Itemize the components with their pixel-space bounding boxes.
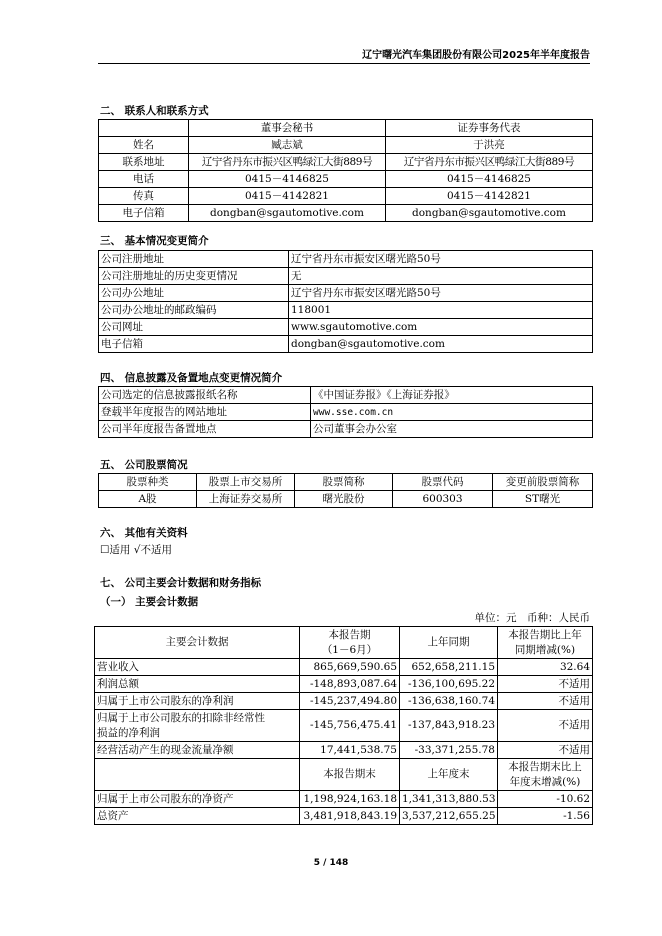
table-row bbox=[99, 474, 593, 491]
fin-row-prior: 3,537,212,655.25 bbox=[400, 808, 498, 825]
fin-header-prior: 上年同期 bbox=[400, 627, 498, 659]
table-row bbox=[95, 659, 593, 676]
fin-row-change: 不适用 bbox=[498, 693, 593, 710]
stock-header-type: 股票种类 bbox=[99, 474, 197, 491]
table-row bbox=[95, 791, 593, 808]
table-row bbox=[99, 302, 593, 319]
contacts-label: 电子信箱 bbox=[99, 205, 189, 222]
basic-label: 公司注册地址 bbox=[99, 251, 289, 268]
fin-row-label: 营业收入 bbox=[95, 659, 300, 676]
contacts-secretary-email: dongban@sgautomotive.com bbox=[189, 205, 386, 222]
table-row bbox=[95, 693, 593, 710]
fin-header-change bbox=[498, 627, 593, 659]
fin-header-change-line1: 本报告期比上年 bbox=[508, 628, 582, 641]
table-row bbox=[99, 120, 593, 137]
fin-row-label: 归属于上市公司股东的净资产 bbox=[95, 791, 300, 808]
basic-label: 公司办公地址的邮政编码 bbox=[99, 302, 289, 319]
table-row bbox=[99, 404, 593, 421]
contacts-secretary-value: 臧志斌 bbox=[189, 137, 386, 154]
fin-row-label-line1: 归属于上市公司股东的扣除非经常性 bbox=[97, 711, 265, 724]
stock-previous-name: ST曙光 bbox=[493, 491, 593, 508]
contacts-col-secretary: 董事会秘书 bbox=[189, 120, 386, 137]
stock-header-short-name: 股票简称 bbox=[295, 474, 393, 491]
financial-subheading: （一） 主要会计数据 bbox=[100, 596, 199, 608]
basic-value: 辽宁省丹东市振安区曙光路50号 bbox=[289, 251, 593, 268]
contacts-secretary-value: 0415－4142821 bbox=[189, 188, 386, 205]
table-row bbox=[99, 387, 593, 404]
stock-heading: 五、 公司股票简况 bbox=[100, 459, 188, 471]
fin-row-prior: -137,843,918.23 bbox=[400, 710, 498, 742]
contacts-rep-value: 0415－4142821 bbox=[386, 188, 593, 205]
fin-row-current: 1,198,924,163.18 bbox=[300, 791, 400, 808]
fin-row-prior: -136,100,695.22 bbox=[400, 676, 498, 693]
other-heading: 六、 其他有关资料 bbox=[100, 527, 188, 539]
fin-header-item: 主要会计数据 bbox=[95, 627, 300, 659]
contacts-secretary-value: 辽宁省丹东市振兴区鸭绿江大街889号 bbox=[189, 154, 386, 171]
fin-header-current-line2: （1－6月） bbox=[321, 643, 378, 656]
financial-table bbox=[94, 626, 593, 825]
contacts-col-rep: 证券事务代表 bbox=[386, 120, 593, 137]
contacts-table bbox=[98, 119, 593, 222]
financial-heading: 七、 公司主要会计数据和财务指标 bbox=[100, 577, 262, 589]
fin-row-current: -145,237,494.80 bbox=[300, 693, 400, 710]
contacts-rep-value: 于洪亮 bbox=[386, 137, 593, 154]
table-row bbox=[99, 251, 593, 268]
table-row bbox=[95, 742, 593, 759]
table-row bbox=[99, 319, 593, 336]
fin-header2-change-line2: 年度末增减(%) bbox=[509, 775, 581, 788]
contacts-label: 传真 bbox=[99, 188, 189, 205]
fin-row-label bbox=[95, 710, 300, 742]
fin-header-current-line1: 本报告期 bbox=[328, 628, 371, 641]
stock-exchange: 上海证券交易所 bbox=[197, 491, 295, 508]
table-row bbox=[95, 808, 593, 825]
basic-value: 无 bbox=[289, 268, 593, 285]
table-row bbox=[99, 205, 593, 222]
report-header-title: 辽宁曙光汽车集团股份有限公司2025年半年度报告 bbox=[362, 50, 590, 61]
fin-header-current bbox=[300, 627, 400, 659]
fin-row-change: 不适用 bbox=[498, 742, 593, 759]
fin-header2-blank bbox=[95, 759, 300, 791]
other-applicability: ☐适用 √不适用 bbox=[100, 544, 172, 556]
basic-heading: 三、 基本情况变更简介 bbox=[100, 235, 209, 247]
contacts-label: 姓名 bbox=[99, 137, 189, 154]
fin-row-label: 总资产 bbox=[95, 808, 300, 825]
fin-header2-current: 本报告期末 bbox=[300, 759, 400, 791]
table-row bbox=[99, 137, 593, 154]
disclosure-table bbox=[98, 386, 593, 438]
table-row bbox=[99, 336, 593, 353]
table-row bbox=[99, 491, 593, 508]
table-row bbox=[95, 759, 593, 791]
disclosure-value: 公司董事会办公室 bbox=[311, 421, 593, 438]
stock-header-code: 股票代码 bbox=[393, 474, 493, 491]
fin-row-change: 不适用 bbox=[498, 676, 593, 693]
table-row bbox=[99, 171, 593, 188]
stock-header-exchange: 股票上市交易所 bbox=[197, 474, 295, 491]
table-row bbox=[95, 676, 593, 693]
table-row bbox=[99, 188, 593, 205]
contacts-heading: 二、 联系人和联系方式 bbox=[100, 105, 209, 117]
contacts-secretary-value: 0415－4146825 bbox=[189, 171, 386, 188]
fin-row-label: 利润总额 bbox=[95, 676, 300, 693]
basic-label: 公司注册地址的历史变更情况 bbox=[99, 268, 289, 285]
basic-label: 公司网址 bbox=[99, 319, 289, 336]
stock-type: A股 bbox=[99, 491, 197, 508]
table-row bbox=[99, 285, 593, 302]
basic-email: dongban@sgautomotive.com bbox=[289, 336, 593, 353]
basic-value: 118001 bbox=[289, 302, 593, 319]
basic-website: www.sgautomotive.com bbox=[289, 319, 593, 336]
disclosure-label: 公司半年度报告备置地点 bbox=[99, 421, 311, 438]
basic-table bbox=[98, 250, 593, 353]
fin-row-label: 经营活动产生的现金流量净额 bbox=[95, 742, 300, 759]
fin-row-prior: -136,638,160.74 bbox=[400, 693, 498, 710]
fin-header2-change bbox=[498, 759, 593, 791]
fin-row-change: 32.64 bbox=[498, 659, 593, 676]
disclosure-label: 公司选定的信息披露报纸名称 bbox=[99, 387, 311, 404]
fin-row-prior: -33,371,255.78 bbox=[400, 742, 498, 759]
fin-header2-change-line1: 本报告期末比上 bbox=[508, 760, 582, 773]
page-number: 5 / 148 bbox=[313, 858, 349, 868]
currency-unit: 单位：元 币种：人民币 bbox=[474, 612, 590, 624]
contacts-rep-value: 辽宁省丹东市振兴区鸭绿江大街889号 bbox=[386, 154, 593, 171]
basic-value: 辽宁省丹东市振安区曙光路50号 bbox=[289, 285, 593, 302]
fin-row-change: -10.62 bbox=[498, 791, 593, 808]
fin-row-label-line2: 损益的净利润 bbox=[97, 726, 160, 739]
table-row bbox=[99, 154, 593, 171]
contacts-rep-email: dongban@sgautomotive.com bbox=[386, 205, 593, 222]
table-row bbox=[95, 710, 593, 742]
basic-label: 电子信箱 bbox=[99, 336, 289, 353]
fin-header-change-line2: 同期增减(%) bbox=[514, 643, 576, 656]
fin-row-current: 3,481,918,843.19 bbox=[300, 808, 400, 825]
fin-row-change: 不适用 bbox=[498, 710, 593, 742]
stock-short-name: 曙光股份 bbox=[295, 491, 393, 508]
table-row bbox=[99, 421, 593, 438]
fin-row-current: -145,756,475.41 bbox=[300, 710, 400, 742]
contacts-label: 联系地址 bbox=[99, 154, 189, 171]
fin-row-current: -148,893,087.64 bbox=[300, 676, 400, 693]
fin-row-prior: 1,341,313,880.53 bbox=[400, 791, 498, 808]
fin-row-label: 归属于上市公司股东的净利润 bbox=[95, 693, 300, 710]
table-row bbox=[95, 627, 593, 659]
contacts-rep-value: 0415－4146825 bbox=[386, 171, 593, 188]
stock-code: 600303 bbox=[393, 491, 493, 508]
fin-row-current: 865,669,590.65 bbox=[300, 659, 400, 676]
disclosure-website: www.sse.com.cn bbox=[311, 404, 593, 421]
basic-label: 公司办公地址 bbox=[99, 285, 289, 302]
fin-header2-prior: 上年度末 bbox=[400, 759, 498, 791]
stock-header-previous-name: 变更前股票简称 bbox=[493, 474, 593, 491]
fin-row-current: 17,441,538.75 bbox=[300, 742, 400, 759]
disclosure-value: 《中国证券报》《上海证券报》 bbox=[311, 387, 593, 404]
contacts-header-blank bbox=[99, 120, 189, 137]
header-rule bbox=[98, 63, 590, 64]
contacts-label: 电话 bbox=[99, 171, 189, 188]
disclosure-label: 登载半年度报告的网站地址 bbox=[99, 404, 311, 421]
fin-row-change: -1.56 bbox=[498, 808, 593, 825]
fin-row-prior: 652,658,211.15 bbox=[400, 659, 498, 676]
stock-table bbox=[98, 473, 593, 508]
disclosure-heading: 四、 信息披露及备置地点变更情况简介 bbox=[100, 372, 283, 384]
table-row bbox=[99, 268, 593, 285]
